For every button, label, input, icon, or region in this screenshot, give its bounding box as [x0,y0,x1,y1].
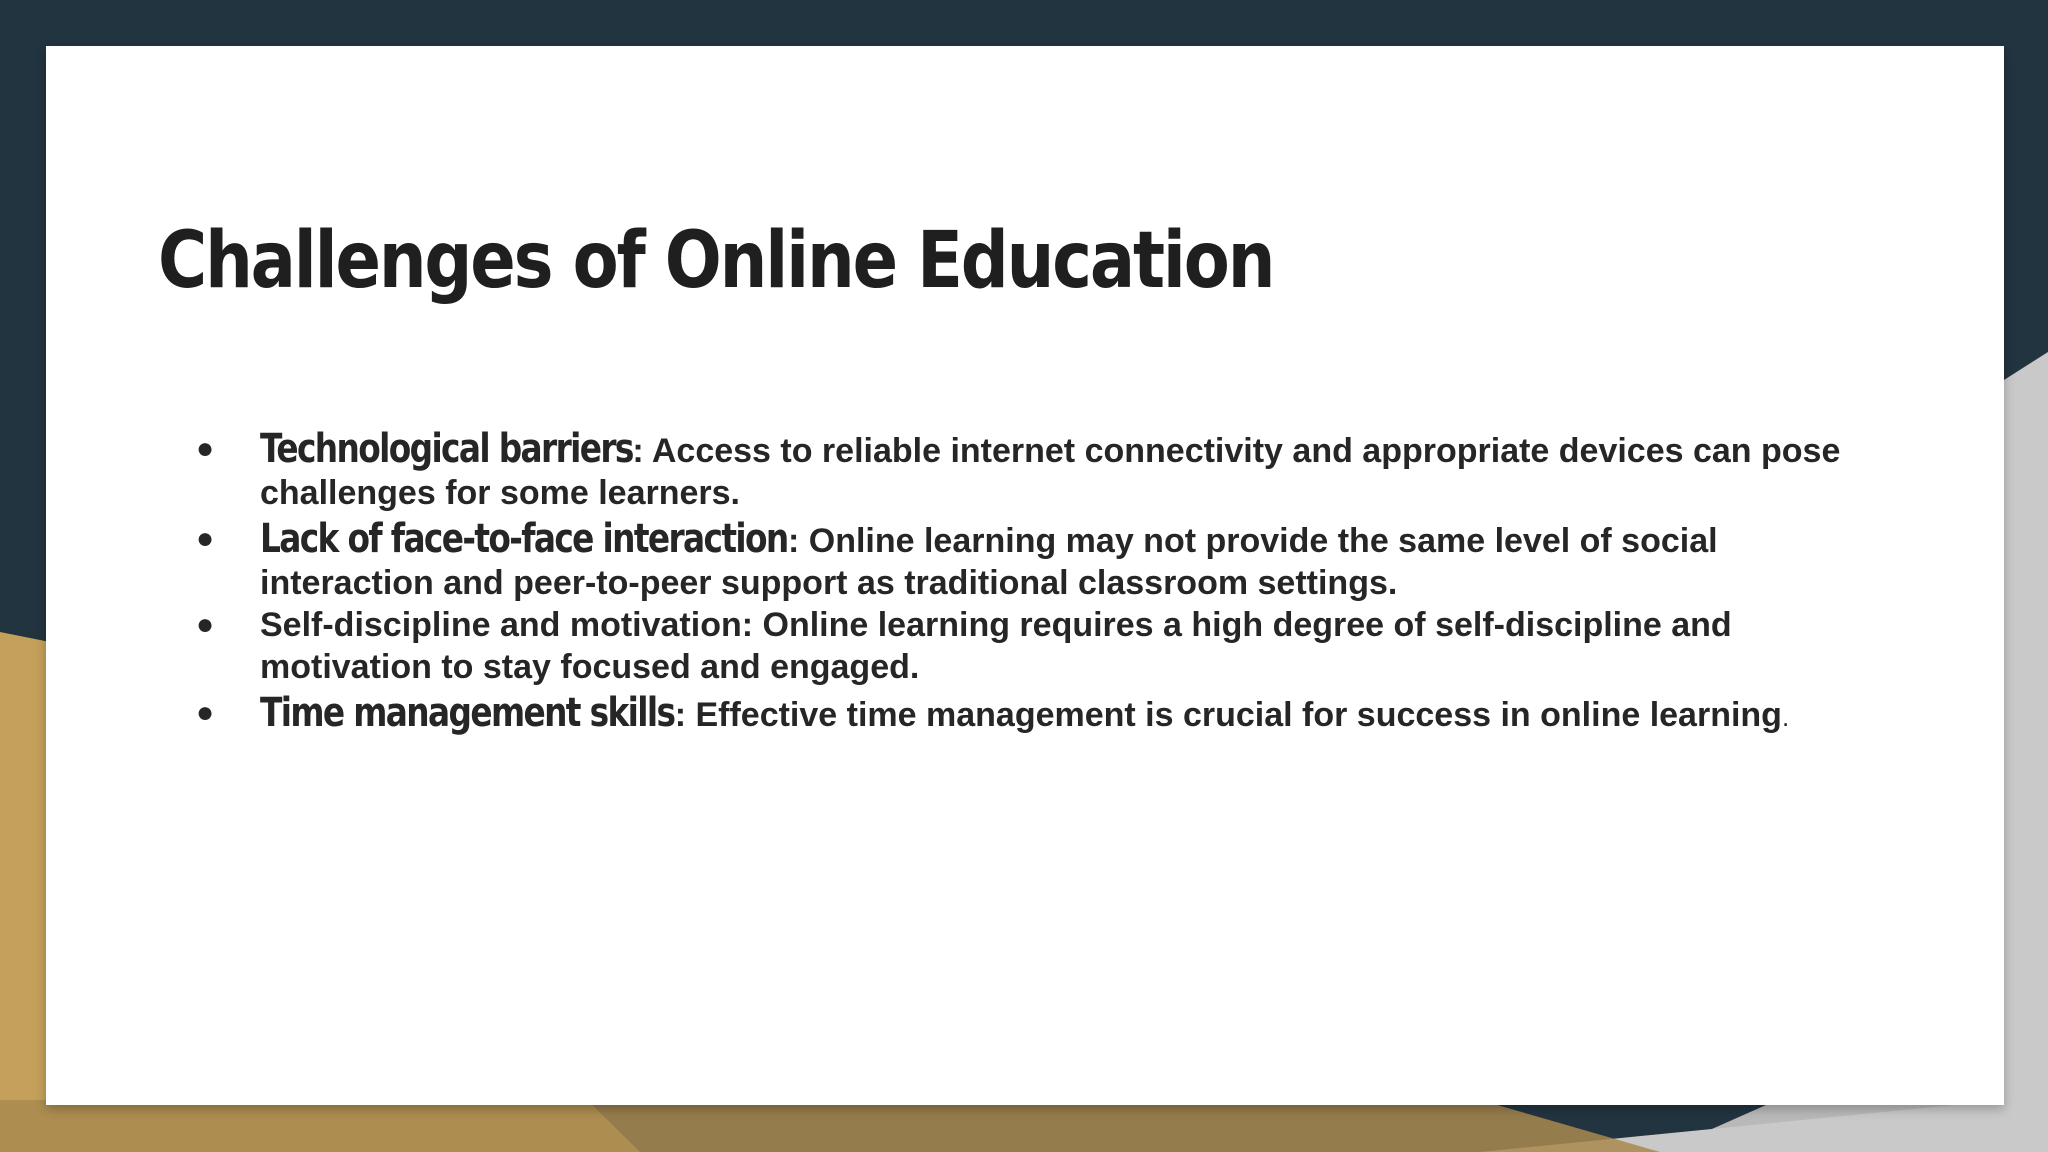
bullet-item [156,428,1866,514]
bullet-list [156,428,1866,738]
bullet-term: Lack of face-to-face interaction [260,516,788,562]
bullet-text: : Effective time management is crucial for success in online learning [674,696,1782,734]
bullet-term: Technological barriers [260,426,633,472]
bullet-text: Self-discipline and motivation: Online learning requires a high degree of self-discipline and motivation to stay focused and engaged. [260,606,1732,686]
bullet-dot-icon: ● [196,608,215,641]
bullet-item [156,692,1866,738]
slide-title: Challenges of Online Education [158,216,1274,306]
bullet-item [156,518,1866,604]
bullet-trailing-period: . [1781,702,1790,732]
bullet-text: : Online learning may not provide the same level of social interaction and peer-to-peer support as traditional classroom settings. [260,522,1718,602]
bullet-dot-icon: ● [196,522,215,555]
bullet-dot-icon: ● [196,432,215,465]
bullet-dot-icon: ● [196,696,215,729]
bullet-item [156,604,1866,688]
bullet-term: Time management skills [260,690,675,736]
bullet-text: : Access to reliable internet connectivity and appropriate devices can pose challenges for some learners. [260,432,1841,512]
